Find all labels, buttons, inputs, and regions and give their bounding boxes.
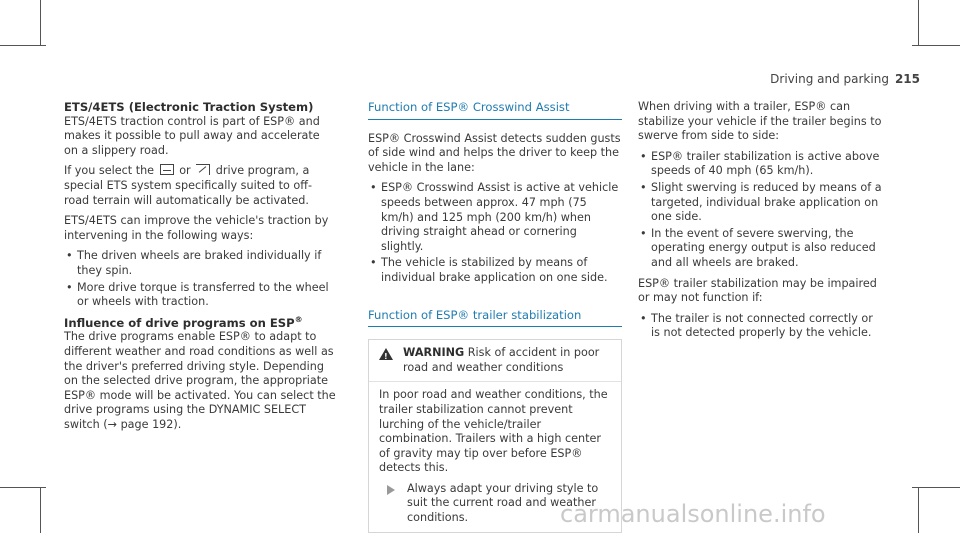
registered-mark: ® [294, 314, 303, 324]
list-item: • The trailer is not connected correctly or is not detected properly by the vehicle. [638, 312, 884, 341]
list-item: • The vehicle is stabilized by means of individual brake application on one side. [368, 256, 622, 285]
text: drive program, a special ETS system specifically suited to off-road terrain will automatically be activated. [64, 164, 313, 207]
warning-text: In poor road and weather conditions, the trailer stabilization cannot prevent lurching of the vehicle/trailer combination. Trailers with a high center of gravity may tip over before ESP® detects this. [379, 388, 608, 475]
list-item: • Slight swerving is reduced by means of a targeted, individual brake application on one side. [638, 181, 884, 225]
snow-program-icon [160, 164, 174, 175]
section-title-crosswind: Function of ESP® Crosswind Assist [368, 100, 622, 120]
paragraph: When driving with a trailer, ESP® can stabilize your vehicle if the trailer begins to swerve from side to side: [638, 100, 882, 143]
paragraph: ESP® Crosswind Assist detects sudden gusts of side wind and helps the driver to keep the vehicle in the lane: [368, 131, 621, 174]
offroad-program-icon [196, 164, 210, 175]
crop-mark [40, 487, 41, 533]
list-item: • ESP® trailer stabilization is active above speeds of 40 mph (65 km/h). [638, 150, 884, 179]
crop-mark [912, 45, 960, 46]
bullet-list [64, 249, 336, 309]
bullet-list [638, 150, 884, 271]
crop-mark [40, 0, 41, 46]
column-right [638, 100, 884, 347]
heading-ets: ETS/4ETS (Electronic Traction System) [64, 100, 314, 114]
crop-mark [918, 0, 919, 46]
warning-action-text: Always adapt your driving style to suit the current road and weather conditions. [407, 481, 599, 525]
list-item: • ESP® Crosswind Assist is active at vehicle speeds between approx. 47 mph (75 km/h) and 125 mph (200 km/h) when driving straight ahead or cornering slightly. [368, 181, 622, 254]
text: or [179, 164, 191, 178]
paragraph: ESP® trailer stabilization may be impaired or may not function if: [638, 276, 877, 305]
heading-text: Influence of drive programs on ESP [64, 315, 295, 330]
text: If you select the [64, 164, 155, 178]
header-section: Driving and parking [770, 72, 889, 86]
heading-drive-programs [64, 316, 336, 331]
watermark: carmanualsonline.info [560, 500, 826, 528]
list-item: • More drive torque is transferred to the wheel or wheels with traction. [64, 281, 336, 310]
crop-mark [0, 487, 46, 488]
paragraph: ETS/4ETS can improve the vehicle's traction by intervening in the following ways: [64, 214, 329, 242]
column-left [64, 100, 336, 438]
warning-label: WARNING [403, 346, 465, 360]
warning-triangle-icon [379, 348, 393, 360]
list-item: • In the event of severe swerving, the operating energy output is also reduced and all wheels are braked. [638, 227, 884, 271]
paragraph: The drive programs enable ESP® to adapt to different weather and road conditions as well as the driver's preferred driving style. Depending on the selected drive program, the appropriate ESP® mode will be activated. You can select the drive programs using the DYNAMIC SELECT switch (→ page 192). [64, 330, 336, 431]
section-title-trailer: Function of ESP® trailer stabilization [368, 308, 622, 328]
warning-title: Risk of accident in poor road and weather conditions [403, 346, 600, 374]
running-header [740, 72, 920, 86]
warning-header [369, 340, 621, 382]
crop-mark [912, 487, 960, 488]
instruction-arrow-icon [387, 485, 395, 495]
crop-mark [918, 487, 919, 533]
page-number: 215 [894, 72, 920, 86]
bullet-list [638, 312, 884, 341]
list-item: • The driven wheels are braked individually if they spin. [64, 249, 336, 278]
column-middle [368, 100, 622, 533]
paragraph: ETS/4ETS traction control is part of ESP® and makes it possible to pull away and accelerate on a slippery road. [64, 114, 320, 157]
crop-mark [0, 45, 46, 46]
bullet-list [368, 181, 622, 285]
paragraph [64, 164, 336, 208]
